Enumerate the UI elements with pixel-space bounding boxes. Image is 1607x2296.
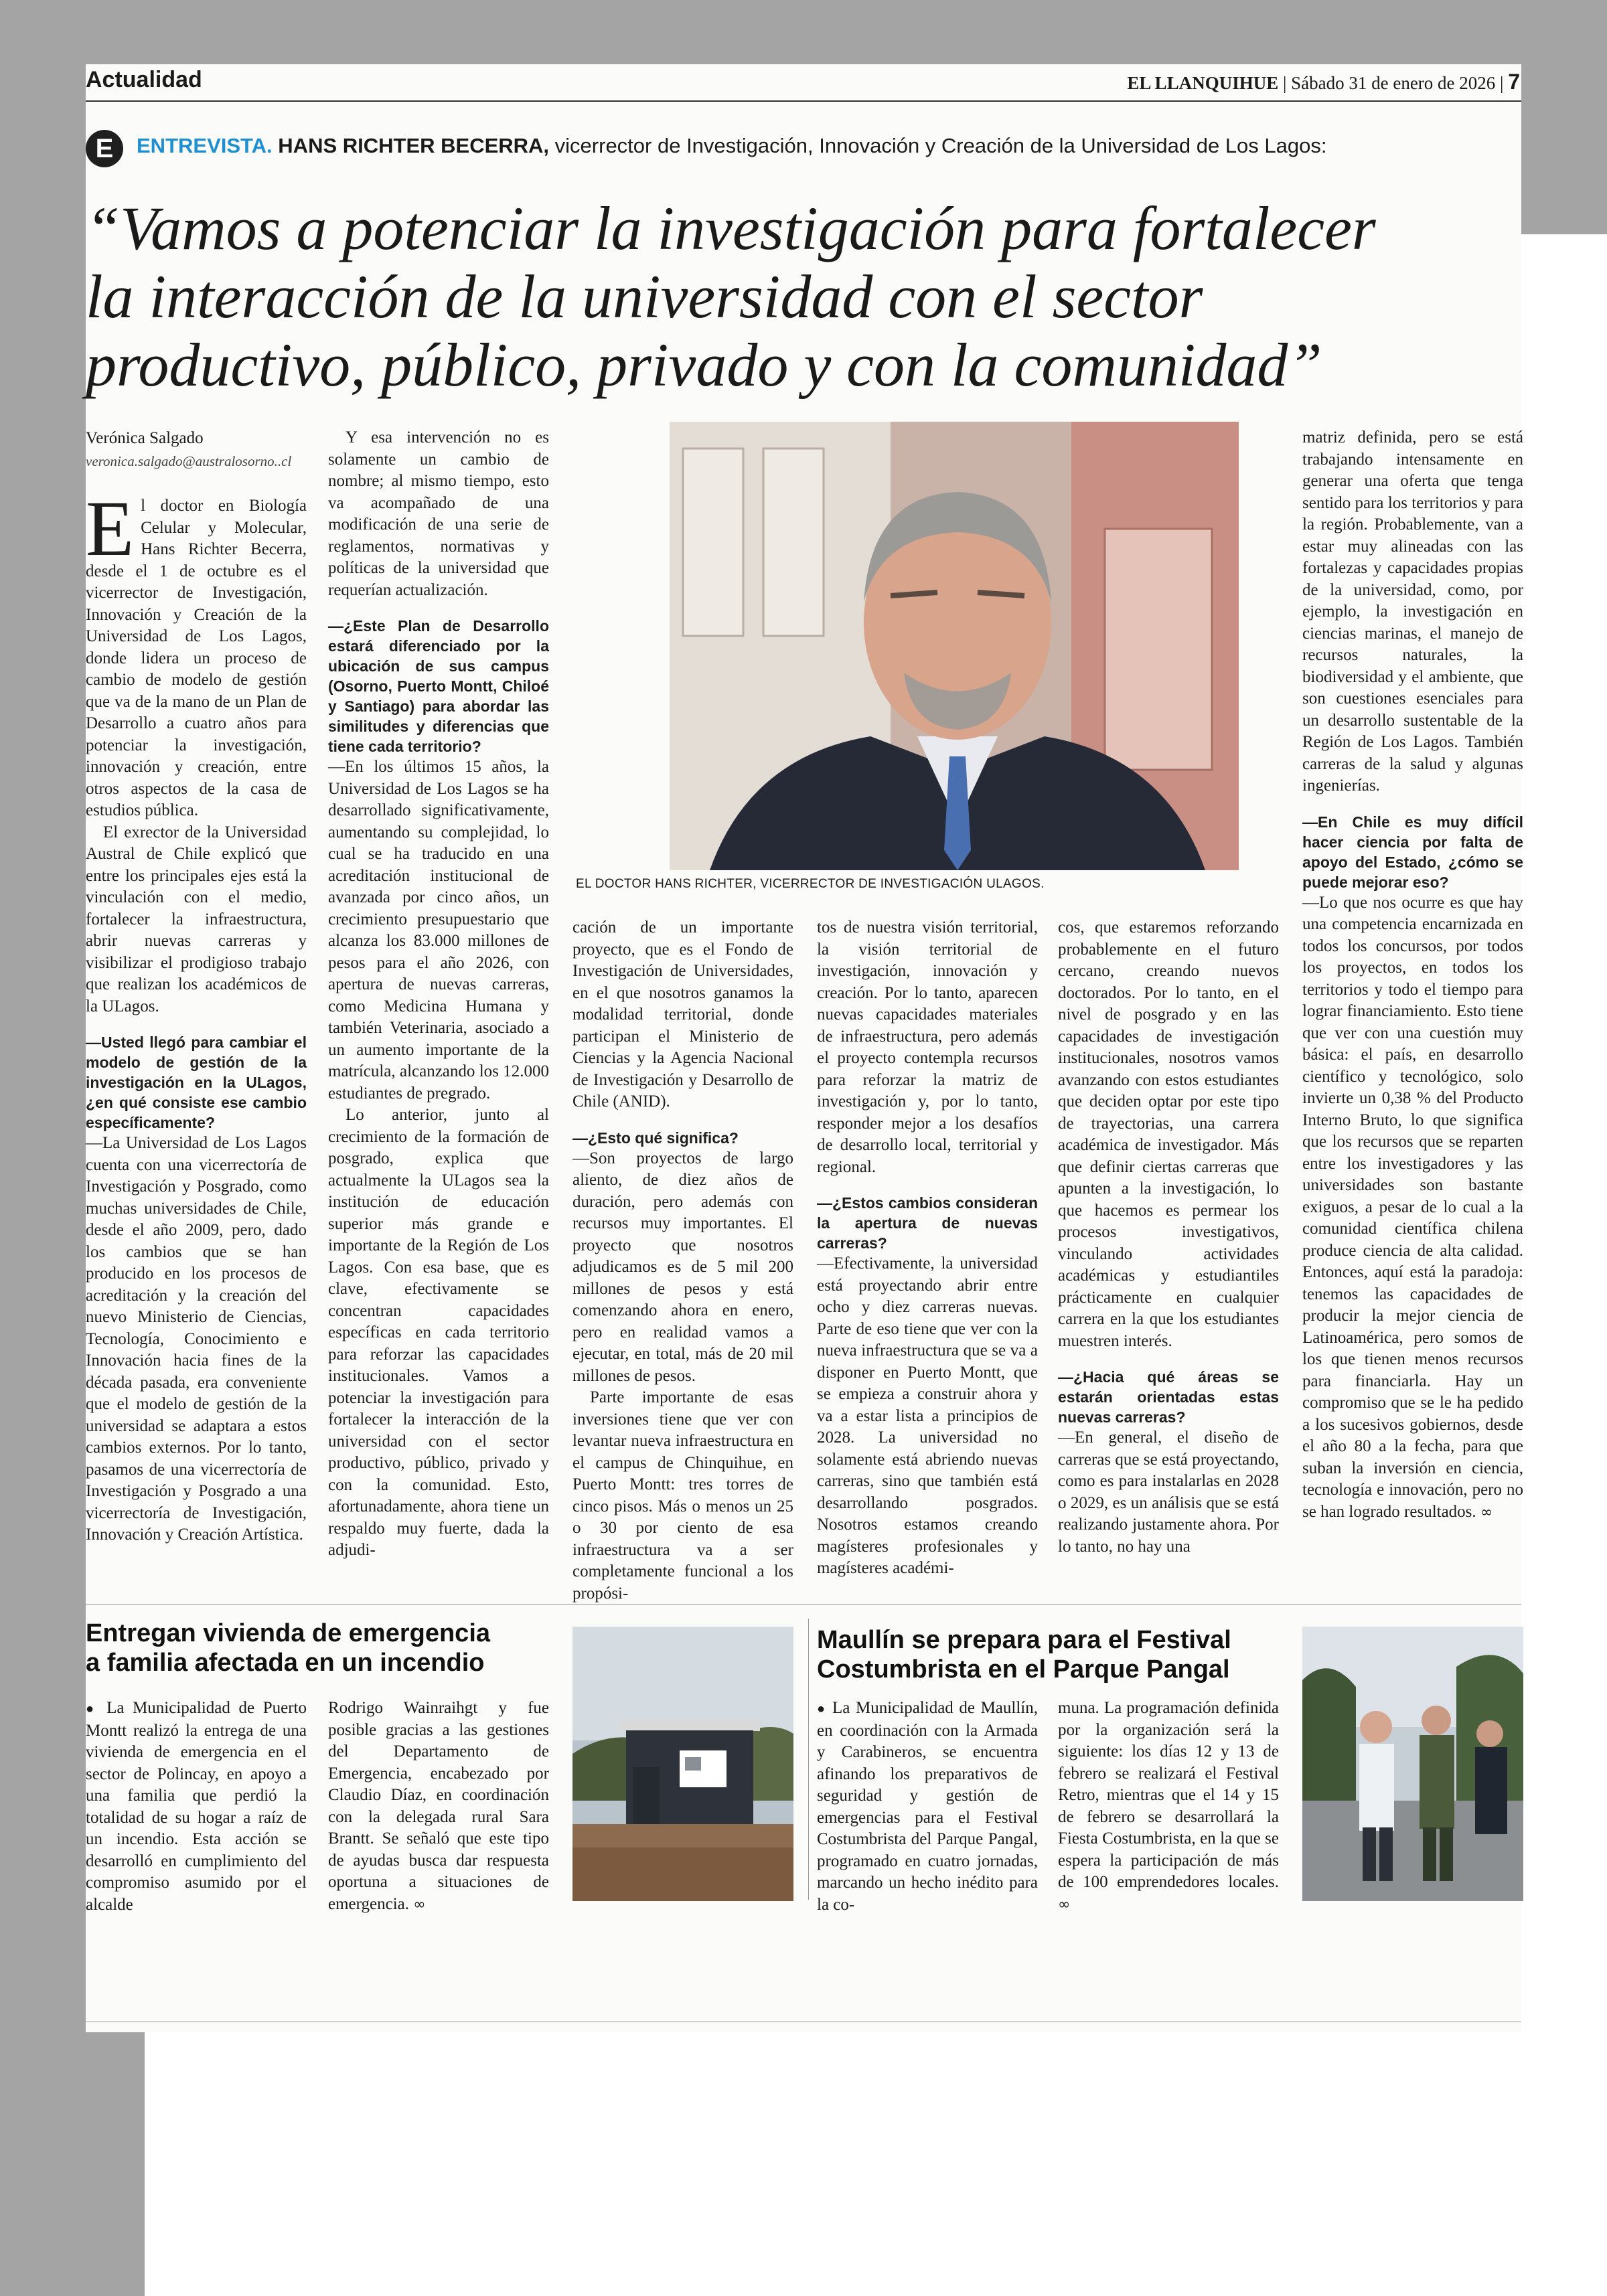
- paragraph: [1302, 892, 1523, 1524]
- issue-date: Sábado 31 de enero de 2026: [1291, 73, 1496, 93]
- article-column-1: [86, 485, 307, 1546]
- photo-caption: EL DOCTOR HANS RICHTER, VICERRECTOR DE INVESTIGACIÓN ULAGOS.: [576, 877, 1045, 891]
- paragraph: cación de un importante proyecto, que es el Fondo de Investigación de Universidades, en el que nosotros ganamos la modalidad territorial, donde participan el Ministerio de Ciencias y la Agencia Nacional de Investigación y Desarrollo de Chile (ANID).: [572, 918, 793, 1111]
- byline-author: Verónica Salgado: [86, 429, 204, 447]
- byline: [86, 427, 307, 473]
- end-mark-icon: ∞: [413, 1896, 426, 1913]
- brief-2-title-line-1: Maullín se prepara para el Festival: [817, 1626, 1231, 1654]
- kicker-name: HANS RICHTER BECERRA,: [278, 134, 550, 157]
- paragraph: Parte importante de esas inversiones tiene que ver con levantar nueva infraestructura en el campus de Chinquihue, en Puerto Montt: tres torres de cinco pisos. Más o menos un 25 o 30 por ciento de esa infraestructura va a ser completamente funcional a los propósi-: [572, 1388, 793, 1603]
- article-column-5: [1058, 917, 1279, 1558]
- brief-2-text: muna. La programación definida por la organización será la siguiente: los días 12 y 13 de febrero se realizará el Festival Retro, mientras que el 14 y 15 de febrero se desarrollará la Fiesta Costumbrista, en la que se espera la participación de más de 100 emprendedores locales.: [1058, 1699, 1279, 1891]
- headline-line-1: “Vamos a potenciar la investigación para fortalecer: [86, 194, 1376, 262]
- drop-cap: E: [86, 485, 135, 572]
- end-mark-icon: ∞: [1480, 1503, 1493, 1521]
- byline-email: veronica.salgado@australosorno..cl: [86, 453, 292, 469]
- paragraph: —En general, el diseño de carreras que se está proyectando, como es para instalarlas en 2028 o 2029, es un análisis que se está realizando justamente ahora. Por lo tanto, no hay una: [1058, 1428, 1279, 1556]
- headline-line-2: la interacción de la universidad con el sector: [86, 262, 1203, 331]
- interview-question: —¿Estos cambios consideran la apertura de nuevas carreras?: [817, 1194, 1038, 1252]
- paragraph: matriz definida, pero se está trabajando intensamente en generar una oferta que tenga sentido para los territorios y para la región. Probablemente, van a estar muy alineadas con las fortalezas y capacidades propias de la universidad, como, por ejemplo, la investigación en ciencias marinas, el manejo de recursos naturales, la biodiversidad y el ambiente, que son cuestiones esenciales para un desarrollo sustentable de la Región de Los Lagos. También carreras de la salud y algunas ingenierías.: [1302, 428, 1523, 795]
- section-label: Actualidad: [86, 67, 202, 92]
- paragraph: El exrector de la Universidad Austral de Chile explicó que entre los principales ejes está la vinculación con el medio, fortalecer la infraestructura, abrir nuevas carreras y visibilizar el prodigioso trabajo que realizan los académicos de la ULagos.: [86, 823, 307, 1015]
- paragraph-text: —Lo que nos ocurre es que hay una competencia encarnizada en todos los concursos, por todos los proyectos, en todos los territorios y todo el tiempo para lograr financiamiento. Esto tiene que ver con una cuestión muy básica: el país, en desarrollo científico y tecnológico, solo invierte un 0,38 % del Producto Interno Bruto, lo que significa que los recursos que se reparten entre los investigadores y las universidades son bastante exiguos, a pesar de lo cual a la comunidad científica chilena produce ciencia de alta calidad. Entonces, aquí está la paradoja: tenemos las capacidades de producir la mejor ciencia de Latinoamérica, pero somos de los que tienen menos recursos para financiarla. Hay un compromiso que se le ha pedido a los sucesivos gobiernos, desde el año 80 a la fecha, para que suban la inversión en ciencia, tecnología e innovación, pero no se han logrado resultados.: [1302, 893, 1523, 1521]
- article-column-6: [1302, 427, 1523, 1524]
- article-column-4: [817, 917, 1038, 1580]
- headline: [86, 194, 1525, 399]
- paragraph: tos de nuestra visión territorial, la visión territorial de investigación, innovación y creación. Por lo tanto, aparecen nuevas capacidades materiales de infraestructura, pero además el proyecto contempla recursos para reforzar la matriz de investigación y, por lo tanto, responder mejor a los desafíos de desarrollo local, territorial y regional.: [817, 918, 1038, 1176]
- briefs-top-rule: [86, 1604, 1521, 1605]
- paragraph: cos, que estaremos reforzando probablemente en el futuro cercano, creando nuevos doctorados. Por lo tanto, en el nivel de posgrado y en las capacidades de investigación institucionales, nosotros vamos avanzando con estos estudiantes que deciden optar por este tipo de trayectorias, una carrera académica de investigador. Más que definir ciertas carreras que apunten a la investigación, lo que hacemos es permear los procesos investigativos, vinculando actividades académicas y estudiantiles prácticamente en cualquier carrera en la que los estudiantes muestren interés.: [1058, 918, 1279, 1350]
- brief-1-title-line-1: Entregan vivienda de emergencia: [86, 1619, 491, 1647]
- brief-2-text: La Municipalidad de Maullín, en coordinación con la Armada y Carabineros, se encuentra afinando los preparativos de seguridad y gestión de emergencias para el Festival Costumbrista del Parque Pangal, programado en cuatro jornadas, marcando un hecho inédito para la co-: [817, 1699, 1038, 1914]
- emergency-house-photo: [572, 1627, 793, 1901]
- article-column-2: [328, 427, 549, 1562]
- brief-1-title-line-2: a familia afectada en un incendio: [86, 1649, 485, 1677]
- festival-meeting-photo: [1302, 1627, 1523, 1901]
- interview-question: —¿Esto qué significa?: [572, 1129, 739, 1147]
- paragraph: Lo anterior, junto al crecimiento de la formación de posgrado, explica que actualmente la ULagos sea la institución de educación superior más grande e importante de la Región de Los Lagos. Con esa base, que es clave, efectivamente se concentran capacidades específicas en cada territorio para reforzar las capacidades institucionales. Vamos a potenciar la investigación para fortalecer la interacción de la universidad con el sector productivo, público, privado y con la comunidad. Esto, afortunadamente, ahora tiene un respaldo muy fuerte, dada la adjudi-: [328, 1106, 549, 1559]
- brief-2-title: [817, 1625, 1286, 1684]
- interview-question: —¿Este Plan de Desarrollo estará diferenciado por la ubicación de sus campus (Osorno, Puerto Montt, Chiloé y Santiago) para abordar las similitudes y diferencias que tiene cada territorio?: [328, 617, 549, 755]
- masthead: EL LLANQUIHUE | Sábado 31 de enero de 2026 | 7: [1127, 70, 1520, 94]
- interviewee-photo: [670, 422, 1239, 870]
- interview-question: —¿Hacia qué áreas se estarán orientadas estas nuevas carreras?: [1058, 1368, 1279, 1426]
- brief-1-text: Rodrigo Wainraihgt y fue posible gracias a las gestiones del Departamento de Emergencia, encabezado por Claudio Díaz, en coordinación con la delegada rural Sara Brantt. Se señaló que este tipo de ayudas busca dar respuesta oportuna a situaciones de emergencia.: [328, 1699, 549, 1913]
- kicker: [137, 134, 1326, 158]
- paragraph: Y esa intervención no es solamente un cambio de nombre; al mismo tiempo, esto va acompañado de una modificación de una serie de reglamentos, normativas y políticas de la universidad que requerían actualización.: [328, 428, 549, 599]
- interview-question: —En Chile es muy difícil hacer ciencia por falta de apoyo del Estado, ¿cómo se puede mejorar eso?: [1302, 813, 1523, 891]
- paragraph: l doctor en Biología Celular y Molecular, Hans Richter Becerra, desde el 1 de octubre es el vicerrector de Investigación, Innovación y Creación de la Universidad de Los Lagos, donde lidera un proceso de cambio de modelo de gestión que va de la mano de un Plan de Desarrollo a cuatro años para potenciar la investigación, innovación y creación, entre otros aspectos de la casa de estudios pública.: [86, 497, 307, 819]
- page-number: 7: [1508, 70, 1520, 94]
- brief-2-column-1: [817, 1698, 1038, 1916]
- header-rule: [86, 100, 1521, 102]
- interview-question: —Usted llegó para cambiar el modelo de gestión de la investigación en la ULagos, ¿en qué consiste ese cambio específicamente?: [86, 1034, 307, 1131]
- paragraph: —En los últimos 15 años, la Universidad de Los Lagos se ha desarrollado significativamente, aumentando su complejidad, lo cual se ha traducido en una acreditación institucional de avanzada por cinco años, un crecimiento presupuestario que alcanza los 83.000 millones de pesos para el año 2026, con apertura de nuevas carreras, como Medicina Humana y también Veterinaria, asociado a un aumento importante de la matrícula, alcanzando los 12.000 estudiantes de pregrado.: [328, 758, 549, 1102]
- paragraph: —Son proyectos de largo aliento, de diez años de duración, pero además con recursos muy importantes. El proyecto que nosotros adjudicamos es de 5 mil 200 millones de pesos y está comenzando ahora en enero, pero en realidad vamos a ejecutar, en total, más de 20 mil millones de pesos.: [572, 1149, 793, 1385]
- bullet-icon: ●: [86, 1702, 98, 1716]
- kicker-label: ENTREVISTA.: [137, 134, 273, 157]
- brief-1-column-2: [328, 1698, 549, 1916]
- headline-line-3: productivo, público, privado y con la comunidad”: [86, 331, 1322, 399]
- end-mark-icon: ∞: [1058, 1896, 1071, 1913]
- brief-2-column-2: [1058, 1698, 1279, 1916]
- bullet-icon: ●: [817, 1702, 827, 1716]
- interview-badge: E: [86, 130, 123, 167]
- brief-2-title-line-2: Costumbrista en el Parque Pangal: [817, 1655, 1230, 1684]
- paragraph: —Efectivamente, la universidad está proyectando abrir entre ocho y diez carreras nuevas. Parte de eso tiene que ver con la nueva infraestructura que se va a disponer en Puerto Montt, que se empieza a construir ahora y va a estar lista a principios de 2028. La universidad no solamente está abriendo nuevas carreras, sino que también está desarrollando posgrados. Nosotros estamos creando magísteres profesionales y magísteres académi-: [817, 1254, 1038, 1577]
- briefs-divider: [808, 1619, 809, 1900]
- paragraph: —La Universidad de Los Lagos cuenta con una vicerrectoría de Investigación y Posgrado, como muchas universidades de Chile, desde el año 2009, pero, dado los cambios que se han producido en los procesos de acreditación y la creación del nuevo Ministerio de Ciencias, Tecnología, Conocimiento e Innovación hacia fines de la década pasada, era conveniente que el modelo de gestión de la universidad se adaptara a estos cambios externos. Por lo tanto, pasamos de una vicerrectoría de Investigación y Posgrado a una vicerrectoría de Investigación, Innovación y Creación Artística.: [86, 1134, 307, 1544]
- brief-1-column-1: [86, 1698, 307, 1916]
- paper-name: EL LLANQUIHUE: [1127, 73, 1279, 93]
- brief-1-text: La Municipalidad de Puerto Montt realizó la entrega de una vivienda de emergencia en el sector de Polincay, en apoyo a una familia que perdió la totalidad de su hogar a raíz de un incendio. Esta acción se desarrolló en cumplimiento del compromiso asumido por el alcalde: [86, 1699, 307, 1914]
- article-column-3: [572, 917, 793, 1605]
- kicker-role: vicerrector de Investigación, Innovación y Creación de la Universidad de Los Lagos:: [554, 134, 1327, 157]
- brief-1-title: [86, 1619, 514, 1677]
